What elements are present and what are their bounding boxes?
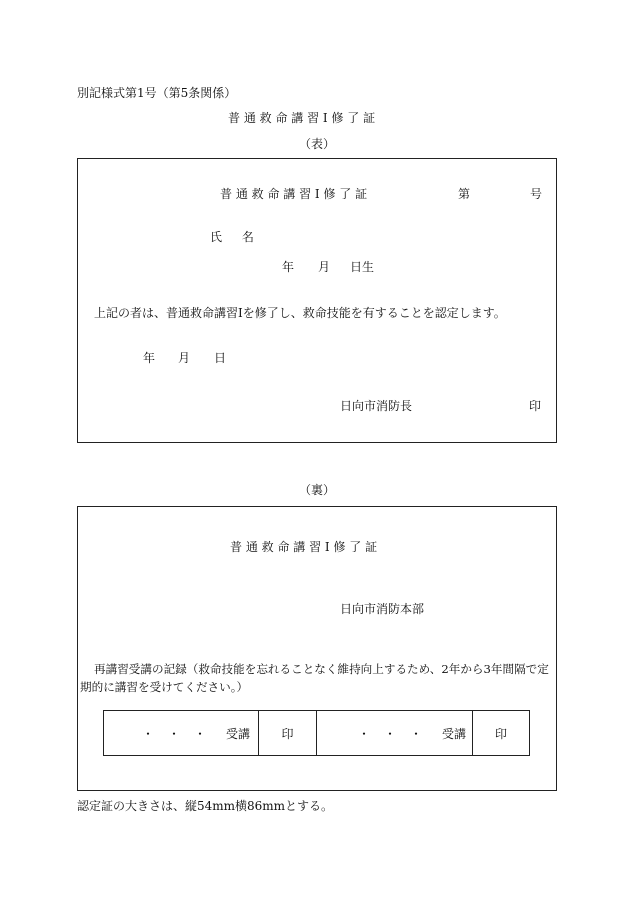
fire-department-name: 日向市消防本部 — [340, 602, 425, 616]
issue-month-label: 月 — [178, 351, 191, 365]
name-label: 氏 名 — [210, 230, 262, 244]
issuer-name: 日向市消防長 — [340, 399, 413, 413]
attendance-label: 受講 — [225, 726, 250, 741]
seal-cell-2 — [473, 711, 529, 755]
date-placeholder-dots: ・・・ — [141, 726, 220, 741]
birth-year-label: 年 — [282, 260, 295, 274]
date-placeholder-dots: ・・・ — [357, 726, 436, 741]
issue-day-label: 日 — [214, 351, 227, 365]
seal-label: 印 — [494, 726, 507, 741]
back-title: 普 通 救 命 講 習 Ⅰ 修 了 証 — [230, 540, 378, 554]
certification-statement: 上記の者は、普通救命講習Ⅰを修了し、救命技能を有することを認定します。 — [94, 306, 506, 320]
front-title: 普 通 救 命 講 習 Ⅰ 修 了 証 — [220, 187, 368, 201]
form-label: 別記様式第1号（第5条関係） — [77, 86, 237, 100]
seal-cell-1 — [259, 711, 317, 755]
seal-label: 印 — [281, 726, 294, 741]
attendance-label: 受講 — [441, 726, 466, 741]
certificate-front — [77, 158, 557, 443]
re-training-note-line1: 再講習受講の記録（救命技能を忘れることなく維持向上するため、2年から3年間隔で定 — [94, 662, 549, 676]
size-footnote: 認定証の大きさは、縦54mm横86mmとする。 — [77, 799, 334, 813]
number-label-go: 号 — [530, 187, 543, 201]
birth-day-label: 日生 — [350, 260, 375, 274]
re-training-record-table — [103, 710, 530, 756]
number-label-dai: 第 — [458, 187, 471, 201]
seal-mark: 印 — [529, 399, 542, 413]
document-title: 普 通 救 命 講 習 Ⅰ 修 了 証 — [228, 111, 376, 125]
record-entry-2 — [317, 711, 473, 755]
record-entry-1 — [104, 711, 259, 755]
front-side-label: （表） — [299, 137, 336, 151]
back-side-label: （裏） — [299, 483, 336, 497]
re-training-note-line2: 期的に講習を受けてください。） — [80, 680, 249, 694]
issue-year-label: 年 — [143, 351, 156, 365]
birth-month-label: 月 — [318, 260, 331, 274]
